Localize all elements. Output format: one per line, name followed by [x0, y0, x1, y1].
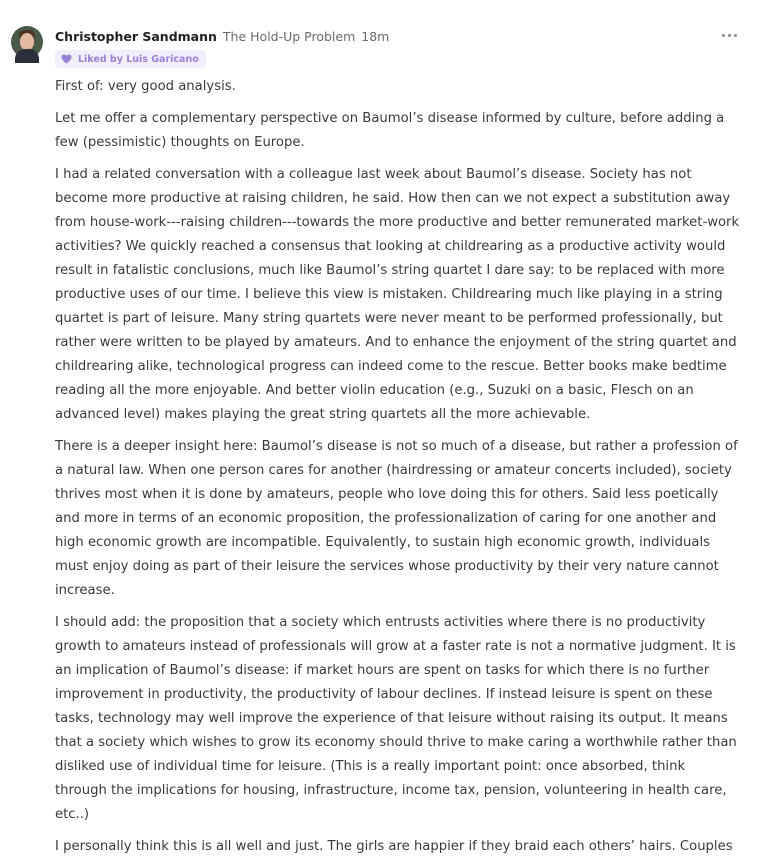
paragraph: I personally think this is all well and just. The girls are happier if they braid each others’ hairs. Couples — [55, 839, 733, 854]
heart-icon — [61, 54, 72, 64]
publication-name[interactable]: The Hold-Up Problem — [222, 28, 356, 44]
paragraph: There is a deeper insight here: Baumol’s disease is not so much of a disease, but rather a profession of a natural law. When one person cares for another (hairdressing or amateur concerts included), society thrives most when it is done by amateurs, people who love doing this for others. Said less poetically and more in terms of an economic proposition, the professionalization of caring for one another and high economic growth are incompatible. Equivalently, to sustain high economic growth, individuals must enjoy doing as part of their leisure the services whose productivity by their very nature cannot increase. — [55, 439, 738, 598]
timestamp[interactable]: 18m — [361, 28, 390, 44]
ellipsis-icon-dot — [734, 34, 737, 37]
comment-header — [55, 27, 389, 45]
liked-by-label: Liked by Luis Garicano — [78, 53, 199, 65]
paragraph: Let me offer a complementary perspective on Baumol’s disease informed by culture, before adding a few (pessimistic) thoughts on Europe. — [55, 111, 725, 150]
author-name[interactable]: Christopher Sandmann — [55, 28, 217, 44]
paragraph: I had a related conversation with a colleague last week about Baumol’s disease. Society has not become more productive at raising children, he said. How then can we not expect a substitution away from house-work---raising children---towards the more productive and better remunerated market-work activities? We quickly reached a consensus that looking at childrearing as a productive activity would result in fatalistic conclusions, much like Baumol’s string quartet I dare say: to be replaced with more productive uses of our time. I believe this view is mistaken. Childrearing much like playing in a string quartet is part of leisure. Many string quartets were never meant to be performed professionally, but rather were written to be played by amateurs. And to enhance the enjoyment of the string quartet and childrearing alike, technological progress can indeed come to the rescue. Better books make bedtime reading all the more enjoyable. And better violin education (e.g., Suzuki on a basic, Flesch on an advanced level) makes playing the great string quartets all the more achievable. — [55, 167, 740, 422]
avatar-shirt — [15, 49, 39, 63]
avatar[interactable] — [11, 26, 43, 58]
liked-by-badge — [55, 50, 206, 68]
more-options-button[interactable] — [716, 26, 742, 44]
paragraph: I should add: the proposition that a society which entrusts activities where there is no productivity growth to amateurs instead of professionals will grow at a faster rate is not a normative judgment. It is an implication of Baumol’s disease: if market hours are spent on tasks for which there is no further improvement in productivity, the productivity of labour declines. If instead leisure is spent on these tasks, technology may well improve the experience of that leisure without raising its output. It means that a society which wishes to grow its economy should thrive to make caring a worthwhile rather than disliked use of individual time for leisure. (This is a really important point: once absorbed, think through the implications for housing, infrastructure, income tax, pension, volunteering in health care, etc..) — [55, 615, 737, 822]
ellipsis-icon-dot — [728, 34, 731, 37]
comment-body — [55, 75, 740, 867]
ellipsis-icon — [722, 34, 725, 37]
paragraph: First of: very good analysis. — [55, 79, 236, 94]
avatar-face — [20, 33, 34, 50]
